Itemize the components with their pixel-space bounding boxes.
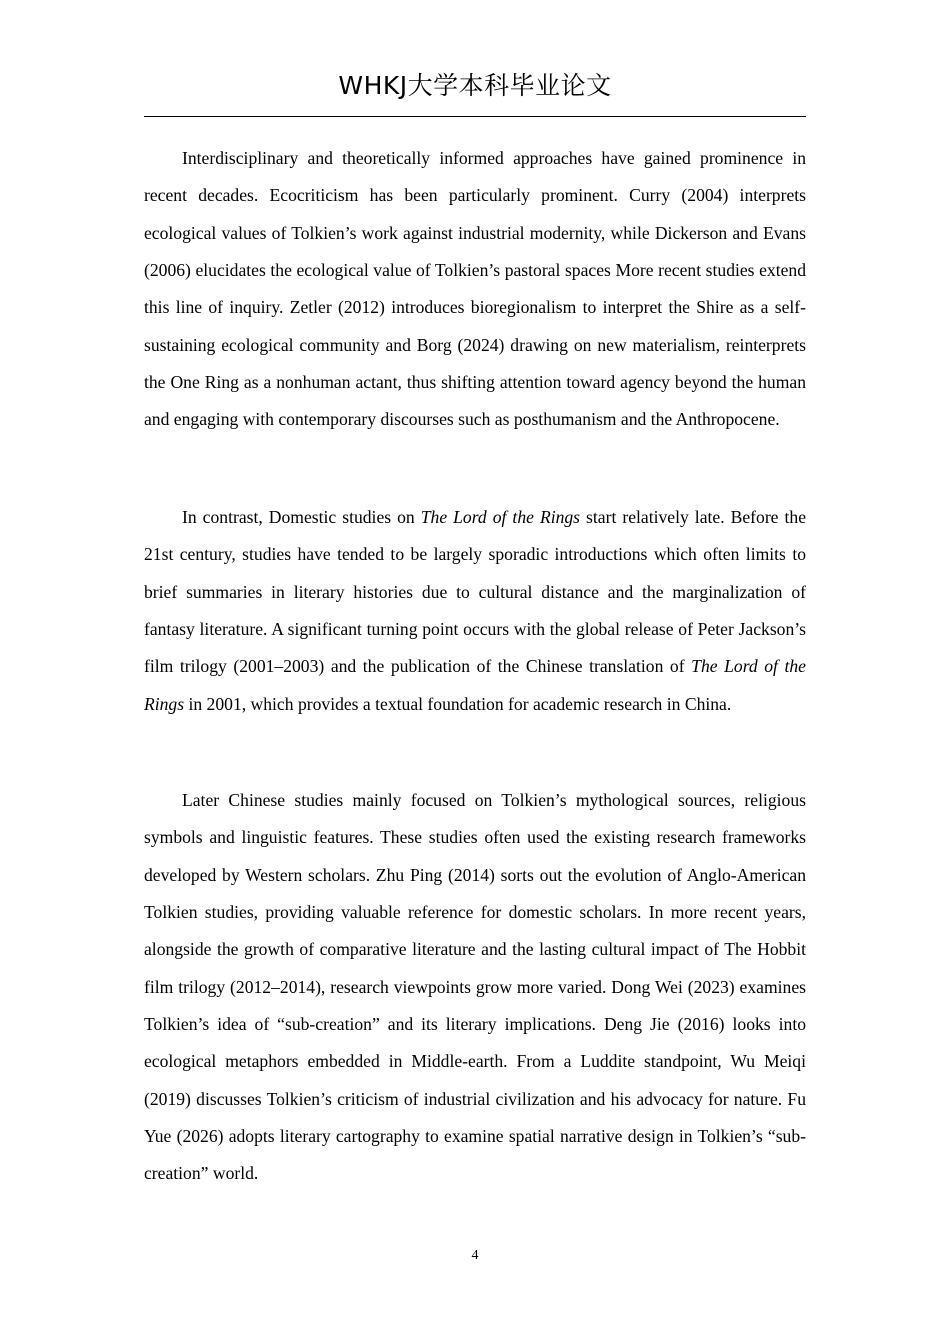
paragraph-text: Later Chinese studies mainly focused on Tolkien’s mythological sources, religious symbols and linguistic features. These studies often used the existing research frameworks developed by Western scholars. Zhu Ping (2014) sorts out the evolution of Anglo-American Tolkien studies, providing valuable reference for domestic scholars. In more recent years, alongside the growth of comparative literature and the lasting cultural impact of The Hobbit film trilogy (2012–2014), research viewpoints grow more varied. Dong Wei (2023) examines Tolkien’s idea of “sub-creation” and its literary implications. Deng Jie (2016) looks into ecological metaphors embedded in Middle-earth. From a Luddite standpoint, Wu Meiqi (2019) discusses Tolkien’s criticism of industrial civilization and his advocacy for nature. Fu Yue (2026) adopts literary cartography to examine spatial narrative design in Tolkien’s “sub-creation” world.: [144, 790, 806, 1184]
book-title: The Lord of the Rings: [144, 656, 806, 714]
text-run: In contrast, Domestic studies on: [182, 507, 421, 527]
page-number: 4: [471, 1248, 479, 1263]
paragraph-ecocriticism: [144, 140, 806, 439]
running-header-title: WHKJ大学本科毕业论文: [338, 71, 612, 100]
paragraph-text: [144, 499, 806, 723]
text-run: start relatively late. Before the 21st century, studies have tended to be largely sporadic introductions which often limits to brief summaries in literary histories due to cultural distance and the marginalization of fantasy literature. A significant turning point occurs with the global release of Peter Jackson’s film trilogy (2001–2003) and the publication of the Chinese translation of: [144, 507, 806, 677]
book-title: The Lord of the Rings: [420, 507, 581, 527]
text-run: in 2001, which provides a textual foundation for academic research in China.: [184, 693, 732, 714]
paragraph-domestic-studies: [144, 499, 806, 723]
header-divider: [144, 116, 806, 117]
paragraph-text: Interdisciplinary and theoretically informed approaches have gained prominence in recent decades. Ecocriticism has been particularly prominent. Curry (2004) interprets ecological values of Tolkien’s work against industrial modernity, while Dickerson and Evans (2006) elucidates the ecological value of Tolkien’s pastoral spaces More recent studies extend this line of inquiry. Zetler (2012) introduces bioregionalism to interpret the Shire as a self-sustaining ecological community and Borg (2024) drawing on new materialism, reinterprets the One Ring as a nonhuman actant, thus shifting attention toward agency beyond the human and engaging with contemporary discourses such as posthumanism and the Anthropocene.: [144, 148, 806, 430]
paragraph-chinese-studies: [144, 782, 806, 1193]
